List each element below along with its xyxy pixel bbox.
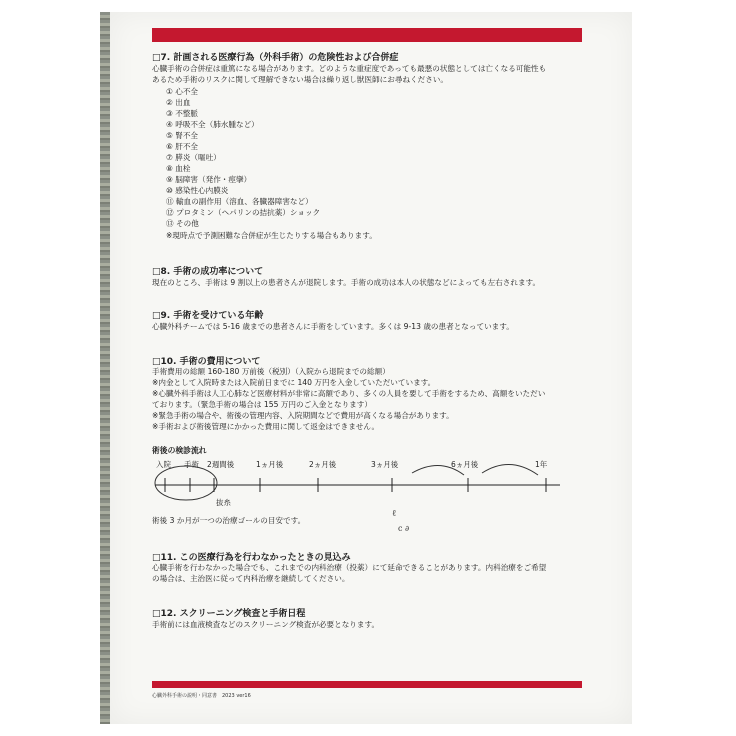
section-10-line: ※心臓外科手術は人工心肺など医療材料が非常に高額であり、多くの人員を要して手術をするため、高額をいただい <box>152 389 546 398</box>
section-8-line-1: 現在のところ、手術は 9 割以上の患者さんが退院します。手術の成功は本人の状態などによっても左右されます。 <box>152 278 541 287</box>
footer-text: 心臓外科手術の説明・同意書 2023 ver16 <box>152 693 251 699</box>
hand-drawn-circle <box>155 466 217 500</box>
section-10-line: ※緊急手術の場合や、術後の管理内容、入院期間などで費用が高くなる場合があります。 <box>152 411 454 420</box>
section-10-line: 手術費用の総額 160-180 万前後（税別）（入院から退院までの総額） <box>152 367 390 376</box>
timeline-label: 1年 <box>535 460 548 469</box>
complication-item: ④ 呼吸不全（肺水腫など） <box>166 120 259 129</box>
complication-item: ⑪ 輸血の副作用（溶血、各臓器障害など） <box>166 197 313 206</box>
complication-item: ⑥ 肝不全 <box>166 142 199 151</box>
complication-item: ⑧ 血栓 <box>166 164 191 173</box>
complication-item: ⑦ 膵炎（嘔吐） <box>166 153 221 162</box>
timeline-label: 手術 <box>184 460 199 469</box>
section-9-line-1: 心臓外科チームでは 5-16 歳までの患者さんに手術をしています。多くは 9-13 歳の患者となっています。 <box>152 322 514 331</box>
section-10-line: ※内金として入院時または入院前日までに 140 万円を入金していただいています。 <box>152 378 436 387</box>
section-11-title: □11. この医療行為を行わなかったときの見込み <box>152 553 351 563</box>
hand-drawn-arc <box>482 464 538 475</box>
complication-item: ⑨ 脳障害（発作・痙攣） <box>166 175 252 184</box>
timeline-label: 3ヵ月後 <box>371 460 399 469</box>
section-12-line-1: 手術前には血液検査などのスクリーニング検査が必要となります。 <box>152 620 380 629</box>
timeline-sub-label: 抜糸 <box>216 498 231 507</box>
footer-bar <box>152 681 582 688</box>
section-11-line-1: 心臓手術を行わなかった場合でも、これまでの内科治療（投薬）にて延命できることがあります。内科治療をご希望 <box>152 563 547 572</box>
complication-item: ⑩ 感染性心内膜炎 <box>166 186 229 195</box>
section-7-title: □7. 計画される医療行為（外科手術）の危険性および合併症 <box>152 53 399 63</box>
handwritten-mark: c ∂ <box>398 524 410 533</box>
complication-item: ⑤ 腎不全 <box>166 131 199 140</box>
section-9-title: □9. 手術を受けている年齢 <box>152 311 264 321</box>
hand-drawn-arc <box>412 465 464 475</box>
complication-item: ② 出血 <box>166 98 191 107</box>
timeline-label: 入院 <box>156 460 171 469</box>
timeline-title: 術後の検診流れ <box>152 446 207 455</box>
complication-item: ⑬ その他 <box>166 219 199 228</box>
timeline-label: 2ヵ月後 <box>309 460 337 469</box>
complication-item: ⑫ プロタミン（ヘパリンの拮抗薬）ショック <box>166 208 321 217</box>
section-10-line: ※手術および術後管理にかかった費用に関して返金はできません。 <box>152 422 380 431</box>
section-10-title: □10. 手術の費用について <box>152 357 261 367</box>
timeline-label: 6ヵ月後 <box>451 460 479 469</box>
timeline-axis <box>150 455 570 505</box>
timeline-label: 1ヵ月後 <box>256 460 284 469</box>
binder-edge <box>100 12 110 724</box>
timeline-goal-note: 術後 3 か月が一つの治療ゴールの目安です。 <box>152 516 306 525</box>
section-8-title: □8. 手術の成功率について <box>152 267 264 277</box>
section-10-line: ております。（緊急手術の場合は 155 万円のご入金となります） <box>152 400 372 409</box>
handwritten-mark: ℓ <box>392 509 397 519</box>
section-7-line-2: あるため手術のリスクに関して理解できない場合は繰り返し獣医師にお尋ねください。 <box>152 75 448 84</box>
timeline-label: 2週間後 <box>207 460 235 469</box>
header-bar <box>152 28 582 42</box>
complication-item: ① 心不全 <box>166 87 199 96</box>
section-11-line-2: の場合は、主治医に従って内科治療を継続してください。 <box>152 574 350 583</box>
section-7-line-1: 心臓手術の合併症は重篤になる場合があります。どのような重症度であっても最悪の状態としては亡くなる可能性も <box>152 64 547 73</box>
section-12-title: □12. スクリーニング検査と手術日程 <box>152 609 306 619</box>
complication-item: ③ 不整脈 <box>166 109 199 118</box>
section-7-note: ※現時点で予測困難な合併症が生じたりする場合もあります。 <box>166 231 377 240</box>
